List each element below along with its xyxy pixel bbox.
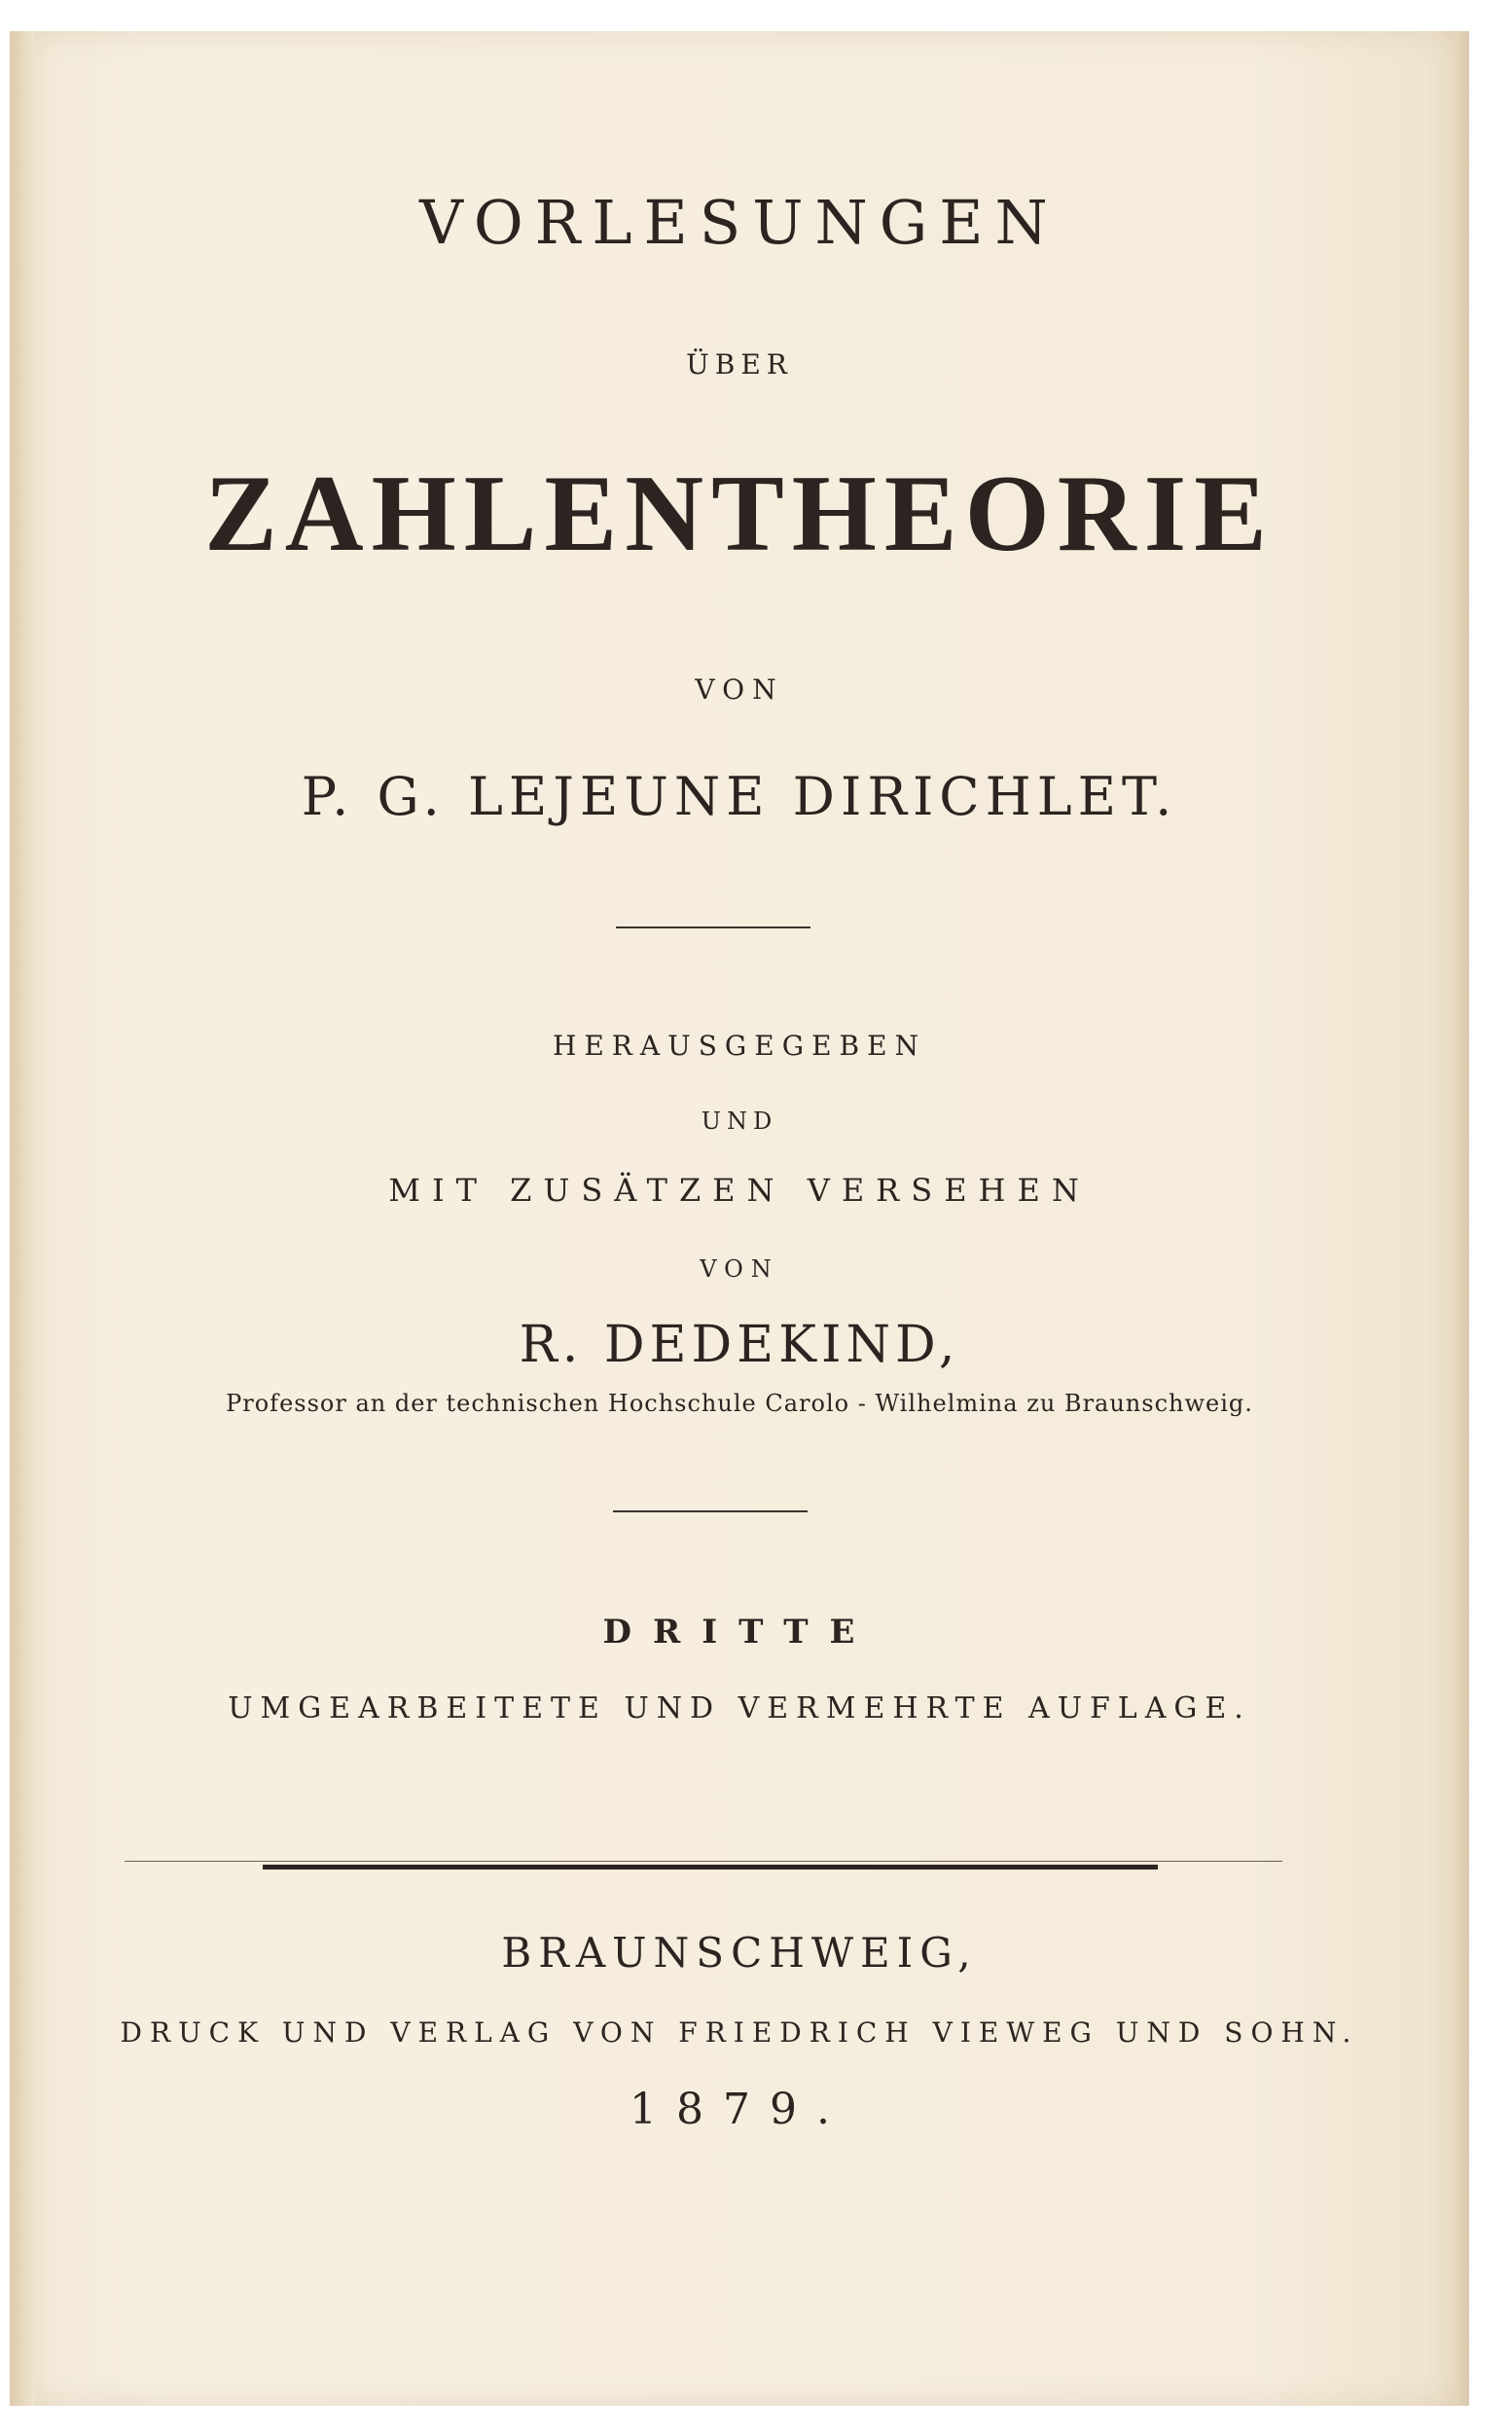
edited-label-zusaetze: MIT ZUSÄTZEN VERSEHEN	[388, 1172, 1091, 1209]
publisher: DRUCK UND VERLAG VON FRIEDRICH VIEWEG UND SOHN.	[120, 2016, 1359, 2049]
divider-rule-2	[613, 1510, 808, 1512]
page-right-edge	[1456, 31, 1469, 2406]
edition-description: UMGEARBEITETE UND VERMEHRTE AUFLAGE.	[228, 1691, 1251, 1725]
edition-dritte: DRITTE	[602, 1613, 877, 1652]
publication-place: BRAUNSCHWEIG,	[501, 1929, 978, 1977]
publication-year: 1879.	[630, 2085, 849, 2134]
bottom-rule-thin	[125, 1861, 1282, 1862]
bottom-rule-thick	[263, 1865, 1158, 1870]
by-label-2: VON	[700, 1255, 779, 1283]
main-title-zahlentheorie: ZAHLENTHEORIE	[204, 454, 1275, 574]
editor-affiliation: Professor an der technischen Hochschule Carolo - Wilhelmina zu Braunschweig.	[226, 1390, 1253, 1417]
title-ueber: ÜBER	[686, 348, 793, 381]
by-label-1: VON	[695, 673, 784, 706]
edited-label-herausgegeben: HERAUSGEGEBEN	[552, 1030, 927, 1062]
editor-name: R. DEDEKIND,	[519, 1316, 960, 1374]
title-page	[10, 31, 1469, 2406]
divider-rule-1	[616, 926, 810, 928]
author-name: P. G. LEJEUNE DIRICHLET.	[301, 766, 1178, 827]
edited-label-und: UND	[701, 1108, 778, 1135]
page-left-edge	[10, 31, 35, 2406]
title-vorlesungen: VORLESUNGEN	[419, 187, 1060, 258]
